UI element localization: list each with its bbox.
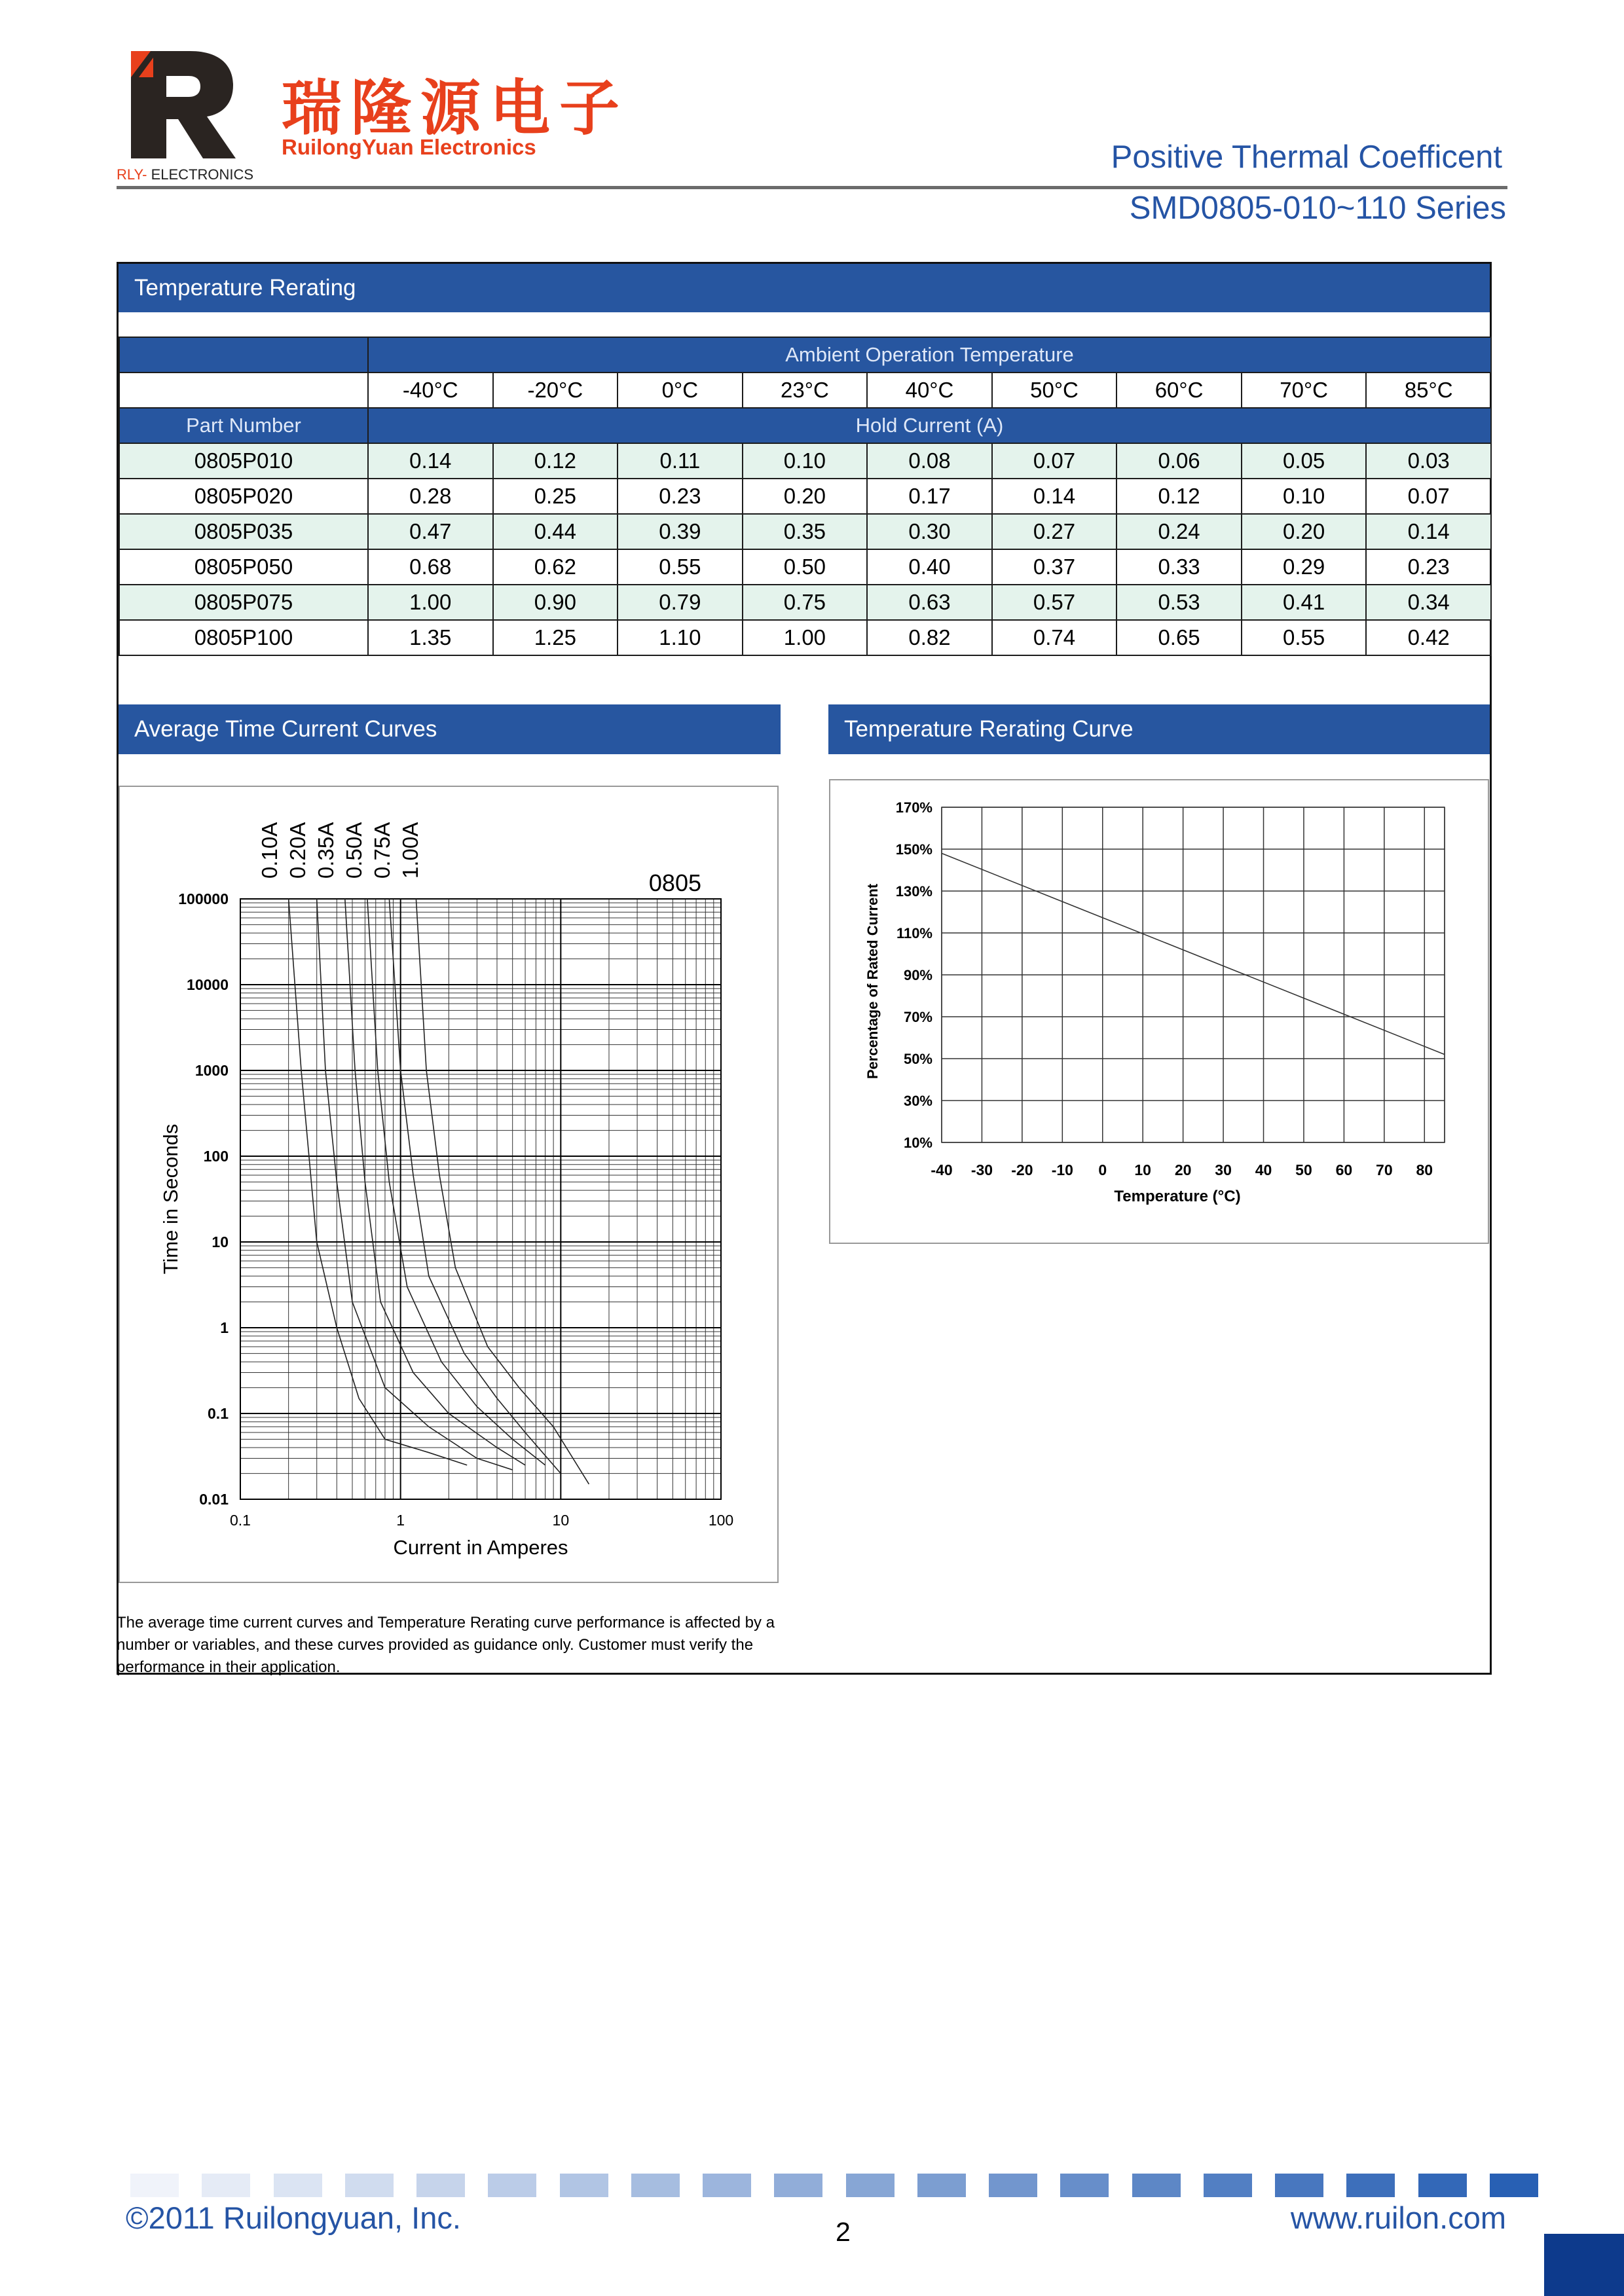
hold-current-cell: 0.63 xyxy=(867,585,992,620)
hold-current-cell: 0.41 xyxy=(1242,585,1367,620)
hold-current-cell: 1.00 xyxy=(743,620,868,655)
y-tick-label: 70% xyxy=(903,1009,932,1025)
hold-current-cell: 0.35 xyxy=(743,514,868,549)
hold-current-cell: 0.40 xyxy=(867,549,992,585)
hold-current-cell: 0.74 xyxy=(992,620,1117,655)
rerating-table xyxy=(119,337,1492,656)
hold-current-cell: 0.50 xyxy=(743,549,868,585)
y-tick-label: 100 xyxy=(203,1148,229,1165)
section-header-temperature-rerating xyxy=(119,264,1490,312)
footer-square xyxy=(1132,2174,1181,2197)
hold-current-cell: 0.14 xyxy=(1366,514,1491,549)
x-axis-title: Current in Amperes xyxy=(393,1536,568,1559)
part-number-cell: 0805P075 xyxy=(119,585,368,620)
footer-square xyxy=(989,2174,1037,2197)
hold-current-cell: 0.34 xyxy=(1366,585,1491,620)
table-row xyxy=(119,443,1491,479)
temperature-cell: -40°C xyxy=(368,373,493,408)
rerating-line xyxy=(942,853,1445,1054)
part-number-cell: 0805P020 xyxy=(119,479,368,514)
temperature-cell: 0°C xyxy=(618,373,743,408)
logo-tagline xyxy=(117,166,253,183)
y-tick-label: 1 xyxy=(220,1319,229,1336)
x-tick-label: 60 xyxy=(1335,1161,1353,1178)
curve-label: 0.35A xyxy=(314,822,338,879)
section-title: Temperature Rerating Curve xyxy=(844,716,1134,742)
footer-square xyxy=(274,2174,322,2197)
hold-current-cell: 0.20 xyxy=(1242,514,1367,549)
y-tick-label: 10% xyxy=(903,1135,932,1151)
x-tick-label: 10 xyxy=(552,1512,570,1529)
hold-current-cell: 0.11 xyxy=(618,443,743,479)
hold-current-cell: 0.10 xyxy=(743,443,868,479)
logo-tagline-prefix: RLY- xyxy=(117,166,147,183)
curve-100A xyxy=(416,899,589,1484)
y-tick-label: 90% xyxy=(903,967,932,983)
hold-current-cell: 0.42 xyxy=(1366,620,1491,655)
hold-current-cell: 0.03 xyxy=(1366,443,1491,479)
temperature-cell: 40°C xyxy=(867,373,992,408)
footer-square xyxy=(631,2174,680,2197)
footer-square xyxy=(1418,2174,1467,2197)
temperature-cell: 50°C xyxy=(992,373,1117,408)
hold-current-cell: 0.79 xyxy=(618,585,743,620)
y-tick-label: 1000 xyxy=(194,1062,229,1079)
company-logo-icon xyxy=(126,51,236,158)
x-tick-label: 50 xyxy=(1295,1161,1312,1178)
logo-tagline-suffix: ELECTRONICS xyxy=(147,166,254,183)
section-header-time-current xyxy=(119,704,781,754)
rerating-curve-panel xyxy=(829,779,1489,1244)
y-tick-label: 100000 xyxy=(178,890,229,907)
curve-label: 1.00A xyxy=(398,822,422,879)
table-column-header-row xyxy=(119,408,1491,443)
y-tick-label: 50% xyxy=(903,1051,932,1067)
footer-square xyxy=(1275,2174,1323,2197)
curve-label: 0.20A xyxy=(286,822,310,879)
table-row xyxy=(119,549,1491,585)
hold-current-cell: 0.55 xyxy=(618,549,743,585)
y-tick-label: 10000 xyxy=(187,976,229,993)
x-tick-label: 0 xyxy=(1098,1161,1107,1178)
x-tick-label: 80 xyxy=(1416,1161,1433,1178)
temperature-cell: 60°C xyxy=(1116,373,1242,408)
hold-current-cell: 0.37 xyxy=(992,549,1117,585)
y-tick-label: 30% xyxy=(903,1093,932,1109)
footer-square xyxy=(202,2174,250,2197)
hold-current-cell: 0.29 xyxy=(1242,549,1367,585)
footer-square xyxy=(345,2174,394,2197)
y-tick-label: 170% xyxy=(895,799,932,816)
disclaimer-note: The average time current curves and Temperature Rerating curve performance is affected by a number or variables, and these curves provided as guidance only. Customer must verify the performance in their application. xyxy=(117,1614,775,1676)
hold-current-cell: 0.75 xyxy=(743,585,868,620)
table-row xyxy=(119,479,1491,514)
curve-label: 0.10A xyxy=(257,822,282,879)
y-tick-label: 10 xyxy=(212,1233,229,1250)
document-title: Positive Thermal Coefficent xyxy=(1111,139,1502,175)
section-title: Temperature Rerating xyxy=(134,275,356,301)
x-tick-label: 10 xyxy=(1134,1161,1151,1178)
hold-current-cell: 0.14 xyxy=(368,443,493,479)
hold-current-cell: 0.62 xyxy=(493,549,618,585)
hold-current-cell: 0.27 xyxy=(992,514,1117,549)
hold-current-cell: 1.25 xyxy=(493,620,618,655)
hold-current-cell: 0.30 xyxy=(867,514,992,549)
part-number-cell: 0805P050 xyxy=(119,549,368,585)
hold-current-cell: 0.12 xyxy=(1116,479,1242,514)
hold-current-cell: 0.23 xyxy=(1366,549,1491,585)
hold-current-cell: 0.68 xyxy=(368,549,493,585)
hold-current-cell: 0.12 xyxy=(493,443,618,479)
hold-current-cell: 0.33 xyxy=(1116,549,1242,585)
rerating-curve-chart xyxy=(830,780,1488,1243)
hold-current-cell: 0.23 xyxy=(618,479,743,514)
temperature-cell: 70°C xyxy=(1242,373,1367,408)
hold-current-cell: 0.20 xyxy=(743,479,868,514)
hold-current-cell: 0.24 xyxy=(1116,514,1242,549)
x-tick-label: 30 xyxy=(1215,1161,1232,1178)
hold-current-cell: 0.10 xyxy=(1242,479,1367,514)
table-row xyxy=(119,620,1491,655)
document-series: SMD0805-010~110 Series xyxy=(1129,191,1506,226)
hold-current-cell: 0.57 xyxy=(992,585,1117,620)
table-temperature-row xyxy=(119,373,1491,408)
hold-current-cell: 0.07 xyxy=(1366,479,1491,514)
hold-current-cell: 1.00 xyxy=(368,585,493,620)
hold-current-cell: 0.14 xyxy=(992,479,1117,514)
curve-label: 0.50A xyxy=(342,822,366,879)
y-tick-label: 0.01 xyxy=(199,1491,229,1508)
y-axis-title: Time in Seconds xyxy=(159,1123,182,1275)
table-blank-cell xyxy=(119,373,368,408)
curve-label: 0.75A xyxy=(370,822,394,879)
part-number-cell: 0805P100 xyxy=(119,620,368,655)
x-tick-label: 0.1 xyxy=(230,1512,251,1529)
website-link[interactable]: www.ruilon.com xyxy=(1290,2200,1506,2235)
x-tick-label: -10 xyxy=(1051,1161,1073,1178)
hold-current-cell: 0.08 xyxy=(867,443,992,479)
hold-current-cell: 0.55 xyxy=(1242,620,1367,655)
footer-square xyxy=(1204,2174,1252,2197)
footer-square xyxy=(488,2174,536,2197)
brand-name-chinese: 瑞隆源电子 xyxy=(282,75,629,142)
temperature-cell: -20°C xyxy=(493,373,618,408)
hold-current-cell: 0.65 xyxy=(1116,620,1242,655)
footer-square xyxy=(130,2174,179,2197)
temperature-cell: 23°C xyxy=(743,373,868,408)
footer-square xyxy=(1346,2174,1395,2197)
hold-current-cell: 0.17 xyxy=(867,479,992,514)
chart-title: 0805 xyxy=(648,869,701,896)
time-current-chart xyxy=(120,787,777,1582)
section-header-rerating-curve xyxy=(828,704,1490,754)
y-axis-title: Percentage of Rated Current xyxy=(864,883,881,1080)
header-divider xyxy=(117,186,1507,189)
section-title: Average Time Current Curves xyxy=(134,716,437,742)
footer-square xyxy=(703,2174,751,2197)
hold-current-cell: 1.10 xyxy=(618,620,743,655)
hold-current-cell: 0.25 xyxy=(493,479,618,514)
time-current-panel xyxy=(119,786,779,1583)
hold-current-cell: 0.44 xyxy=(493,514,618,549)
x-tick-label: 40 xyxy=(1255,1161,1272,1178)
hold-current-cell: 0.05 xyxy=(1242,443,1367,479)
footer-square xyxy=(416,2174,465,2197)
y-tick-label: 0.1 xyxy=(208,1405,229,1422)
ambient-temperature-header: Ambient Operation Temperature xyxy=(368,337,1491,373)
corner-block xyxy=(1544,2234,1624,2296)
part-number-cell: 0805P035 xyxy=(119,514,368,549)
footer-square xyxy=(1060,2174,1109,2197)
hold-current-cell: 0.28 xyxy=(368,479,493,514)
x-tick-label: 100 xyxy=(708,1512,734,1529)
table-corner-cell xyxy=(119,337,368,373)
hold-current-cell: 0.06 xyxy=(1116,443,1242,479)
x-tick-label: 1 xyxy=(396,1512,405,1529)
x-tick-label: 20 xyxy=(1174,1161,1192,1178)
temperature-cell: 85°C xyxy=(1366,373,1491,408)
x-tick-label: -30 xyxy=(970,1161,993,1178)
table-group-header-row xyxy=(119,337,1491,373)
part-number-cell: 0805P010 xyxy=(119,443,368,479)
hold-current-cell: 0.90 xyxy=(493,585,618,620)
y-tick-label: 110% xyxy=(896,925,932,941)
part-number-header: Part Number xyxy=(119,408,368,443)
x-tick-label: -20 xyxy=(1011,1161,1033,1178)
hold-current-cell: 1.35 xyxy=(368,620,493,655)
x-tick-label: -40 xyxy=(931,1161,953,1178)
y-tick-label: 150% xyxy=(895,841,932,858)
footer-square xyxy=(917,2174,966,2197)
table-row xyxy=(119,514,1491,549)
copyright: ©2011 Ruilongyuan, Inc. xyxy=(126,2200,461,2235)
x-axis-title: Temperature (°C) xyxy=(1114,1188,1241,1205)
page-number: 2 xyxy=(836,2217,851,2247)
footer-square xyxy=(560,2174,608,2197)
brand-name-english: RuilongYuan Electronics xyxy=(282,135,536,159)
table-row xyxy=(119,585,1491,620)
y-tick-label: 130% xyxy=(895,883,932,900)
table-body xyxy=(119,443,1491,655)
hold-current-cell: 0.53 xyxy=(1116,585,1242,620)
hold-current-cell: 0.07 xyxy=(992,443,1117,479)
hold-current-cell: 0.39 xyxy=(618,514,743,549)
x-tick-label: 70 xyxy=(1376,1161,1393,1178)
hold-current-cell: 0.82 xyxy=(867,620,992,655)
footer-square xyxy=(846,2174,895,2197)
hold-current-header: Hold Current (A) xyxy=(368,408,1491,443)
footer-square xyxy=(1490,2174,1538,2197)
footer-square xyxy=(774,2174,822,2197)
hold-current-cell: 0.47 xyxy=(368,514,493,549)
